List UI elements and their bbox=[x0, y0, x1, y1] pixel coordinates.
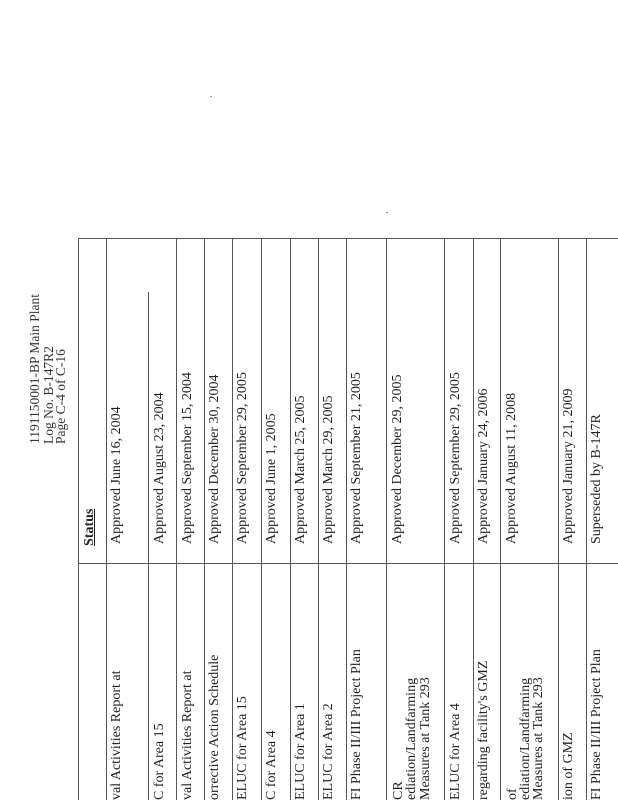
table-row-3-document: val Activities Report at bbox=[180, 670, 195, 800]
table-row-8-document: ELUC for Area 2 bbox=[321, 703, 336, 800]
header-line-3: Page C-4 of C-16 bbox=[53, 349, 68, 444]
table-row-10-document-line-2: ediation/Landfarming bbox=[404, 677, 419, 800]
scan-speck bbox=[386, 212, 388, 213]
table-row-9-status: Approved September 21, 2005 bbox=[349, 372, 364, 544]
status-column-header bbox=[80, 509, 98, 546]
table-row-4-status: Approved December 30, 2004 bbox=[207, 374, 222, 544]
table-row-15-document: FI Phase II/III Project Plan bbox=[589, 649, 604, 800]
table-row-8-status: Approved March 29, 2005 bbox=[321, 395, 336, 544]
table-row-10-document-line-3: Measures at Tank 293 bbox=[418, 677, 433, 800]
table-row-13-document-line-3: Measures at Tank 293 bbox=[531, 677, 546, 800]
scan-speck bbox=[210, 96, 212, 97]
table-row-1-document: val Activities Report at bbox=[109, 670, 124, 800]
table-row-3-status: Approved September 15, 2004 bbox=[180, 372, 195, 544]
table-row-10-status: Approved December 29, 2005 bbox=[390, 374, 405, 544]
table-row-6-status: Approved June 1, 2005 bbox=[264, 413, 279, 544]
table-row-13-document-line-1: of bbox=[505, 788, 520, 800]
table-row-14-status: Approved January 21, 2009 bbox=[561, 388, 576, 544]
table-row-2-document: C for Area 15 bbox=[152, 723, 167, 800]
header-line-1: 1191150001-BP Main Plant bbox=[27, 293, 42, 444]
table-row-4-document: orrective Action Schedule bbox=[207, 654, 222, 800]
table-row-12-status: Approved January 24, 2006 bbox=[476, 388, 491, 544]
table-row-13-document-line-2: ediation/Landfarming bbox=[518, 677, 533, 800]
status-header-label: Status bbox=[82, 508, 97, 546]
table-row-12-document: regarding facility's GMZ bbox=[476, 660, 491, 800]
table-row-15-status: Superseded by B-147R bbox=[589, 414, 604, 544]
header-line-2: Log No. B-147R2 bbox=[41, 346, 56, 444]
table-row-7-status: Approved March 25, 2005 bbox=[293, 395, 308, 544]
table-row-5-status: Approved September 29, 2005 bbox=[235, 372, 250, 544]
table-row-7-document: ELUC for Area 1 bbox=[293, 703, 308, 800]
table-row-10-document-line-1: CR bbox=[391, 781, 406, 800]
table-row-1-status: Approved June 16, 2004 bbox=[109, 406, 124, 544]
table-row-5-document: ELUC for Area 15 bbox=[235, 696, 250, 800]
table-row-13-status: Approved August 11, 2008 bbox=[504, 392, 519, 544]
table-row-11-status: Approved September 29, 2005 bbox=[448, 372, 463, 544]
table-row-9-document: FI Phase II/III Project Plan bbox=[349, 649, 364, 800]
table-row-2-status: Approved August 23, 2004 bbox=[152, 392, 167, 544]
table-row-14-document: ion of GMZ bbox=[561, 732, 576, 800]
table-row-11-document: ELUC for Area 4 bbox=[448, 703, 463, 800]
table-row-6-document: C for Area 4 bbox=[264, 730, 279, 800]
